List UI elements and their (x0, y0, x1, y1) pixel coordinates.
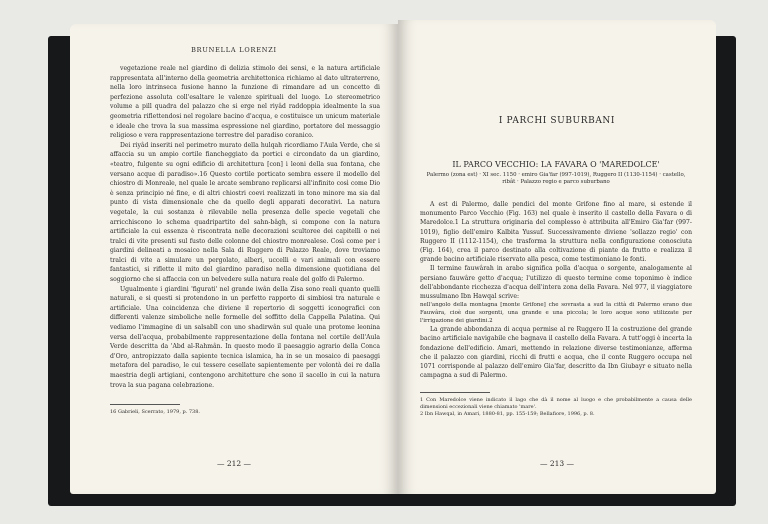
footnote: 2 Ibn Hawqal, in Amari, 1880-81, pp. 155-159; Bellafiore, 1996, p. 8. (420, 411, 595, 418)
footnote-divider (110, 404, 180, 405)
chapter-title: I PARCHI SUBURBANI (498, 116, 616, 126)
paragraph: Dei riyâd inseriti nel perimetro murato della hulqah ricordiamo l'Aula Verde, che si affaccia su un ampio cortile fiancheggiato da portici e circondato da un giardino, «teatro, fulgente su ogni edificio di architettura [con] i leoni della sua fontana, che versano acque di paradiso».16 Questo cortile porticato sembra essere il modello del chiostro di Monreale, nel quale le arcate sembrano replicarsi all'infinito così come Dio è senza principio né fine, e di altri chiostri coevi realizzati in tono minore ma sia dal punto di vista dimensionale che da quello degli apparati decorativi. La natura vegetale, la cui sostanza è rilevabile nella presenza delle specie vegetali che arricchiscono lo schema quadripartito del sahn-bâgh, si compone con la natura artificiale la cui essenza è riscontrata nelle decorazioni scultoree dei capitelli o nei tralci di vite presenti sul fusto delle colonne del chiostro monrealese. Così come per i giardini delineati a mosaico nella Sala di Ruggero di Palazzo Reale, dove troviamo tralci di vite a simulare un pergolato, alberi, uccelli e vari animali con essere fantastici, si riflette il mito del giardino paradiso nella dimensione quotidiana del soggiorno che si affaccia con un belvedere sulla natura reale del golfo di Palermo. (110, 141, 380, 284)
footnote: 16 Gabrieli, Scerrato, 1979, p. 738. (110, 409, 201, 416)
running-head: BRUNELLA LORENZI (191, 46, 277, 54)
paragraph: A est di Palermo, dalle pendici del monte Grifone fino al mare, si estende il monumento Parco Vecchio (Fig. 163) nel quale è inserito il castello della Favara o di Maredolce.1 La struttura originaria del complesso è attribuita all'Emiro Gia'far (997-1019), figlio dell'emiro Kalbita Yussuf. Successivamente diviene 'sollazzo regio' con Ruggero II (1112-1154), che trasforma la struttura nella configurazione conosciuta (Fig. 164), crea il parco destinato alla coltivazione di piante da frutto e realizza il grande bacino artificiale riservato alla pesca, come testimoniano le fonti. (420, 201, 692, 264)
block-quote: nell'angolo della montagna [monte Grifone] che sovrasta a sud la città di Palermo erano due Fauwâra, cioè due sorgenti, una grande e una piccola; le loro acque sono utilizzate per l'irrigazione dei giardini.2 (420, 302, 692, 325)
page-number: — 212 — (216, 459, 252, 468)
section-subtitle: Palermo (zona est) · XI sec. 1150 · emiro Gia'far (997-1019), Ruggero II (1130-1154) · castello, ribât · Palazzo regio e parco suburbano (426, 172, 686, 185)
left-page-body (110, 64, 380, 416)
footnote-divider (420, 392, 490, 393)
section-title: IL PARCO VECCHIO: LA FAVARA O 'MAREDOLCE' (452, 160, 660, 169)
right-page (398, 20, 716, 494)
right-page-body (420, 160, 692, 418)
paragraph: Ugualmente i giardini 'figurati' nel grande iwân della Zisa sono reali quanto quelli naturali, e si questi si protendono in un perfetto rapporto di simbiosi tra naturale e artificiale. Una coincidenza che diviene il repertorio di soggetti iconografici con differenti valenze simboliche nelle formelle del soffitto della Cappella Palatina. Qui vediamo l'immagine di un salsabîl con uno shadirwân sul quale una protome leonina versa dell'acqua, probabilmente rappresentazione della fontana nel cortile dell'Aula Verde descritta da 'Abd al-Rahmân. In questo modo il paesaggio agrario della Conca d'Oro, antropizzato dalla sapiente tecnica islamica, ha in se un mosaico di paesaggi metafora del paradiso, le cui tessere cesellate sapientemente per volontà dei re dalla maestria degli artigiani, contengono architetture che sono il sacello in cui la natura trova la sua pagana celebrazione. (110, 285, 380, 389)
paragraph: La grande abbondanza di acqua permise al re Ruggero II la costruzione del grande bacino artificiale navigabile che bagnava il castello della Favara. A tutt'oggi è incerta la fondazione dell'edificio. Amari, mettendo in relazione diverse testimonianze, afferma che il palazzo con giardini, ricchi di frutti e acqua, che il conte Ruggero occupa nel 1071 corrisponde al palazzo dell'emiro Gia'far, descritto da Ibn Giubayr e situato nella campagna a sud di Palermo. (420, 326, 692, 380)
left-page (70, 24, 398, 494)
page-number: — 213 — (539, 459, 575, 468)
paragraph: Il termine fauwârah in arabo significa polla d'acqua o sorgente, analogamente al persiano fauwâre getto d'acqua; l'utilizzo di questo termine come toponimo è indice dell'abbondante ricchezza d'acqua dell'intera zona della Favara. Nel 977, il viaggiatore mussulmano Ibn Hawqal scrive: (420, 265, 692, 301)
footnote: 1 Con Maredolce viene indicato il lago che dà il nome al luogo e che probabilmente a causa delle dimensioni eccezionali viene chiamato 'mare'. (420, 397, 692, 411)
paragraph: vegetazione reale nel giardino di delizia stimolo dei sensi, e la natura artificiale rappresentata all'interno della geometria architettonica richiamo al dato ultraterreno, nella loro intrinseca fusione hanno la funzione di rimandare ad un concetto di perfezione assoluta coll'esaltare le valenze spirituali del luogo. Lo stereometrico volume a pill quadra del palazzo che si erge nel riyâd raddoppia idealmente la sua geometria riflettendosi nel regolare bacino d'acqua, e costituisce un unicum materiale e ideale che trova la sua massima espressione nel giardino, portatore del messaggio religioso e vera rappresentazione terrestre del paradiso coranico. (110, 65, 380, 140)
